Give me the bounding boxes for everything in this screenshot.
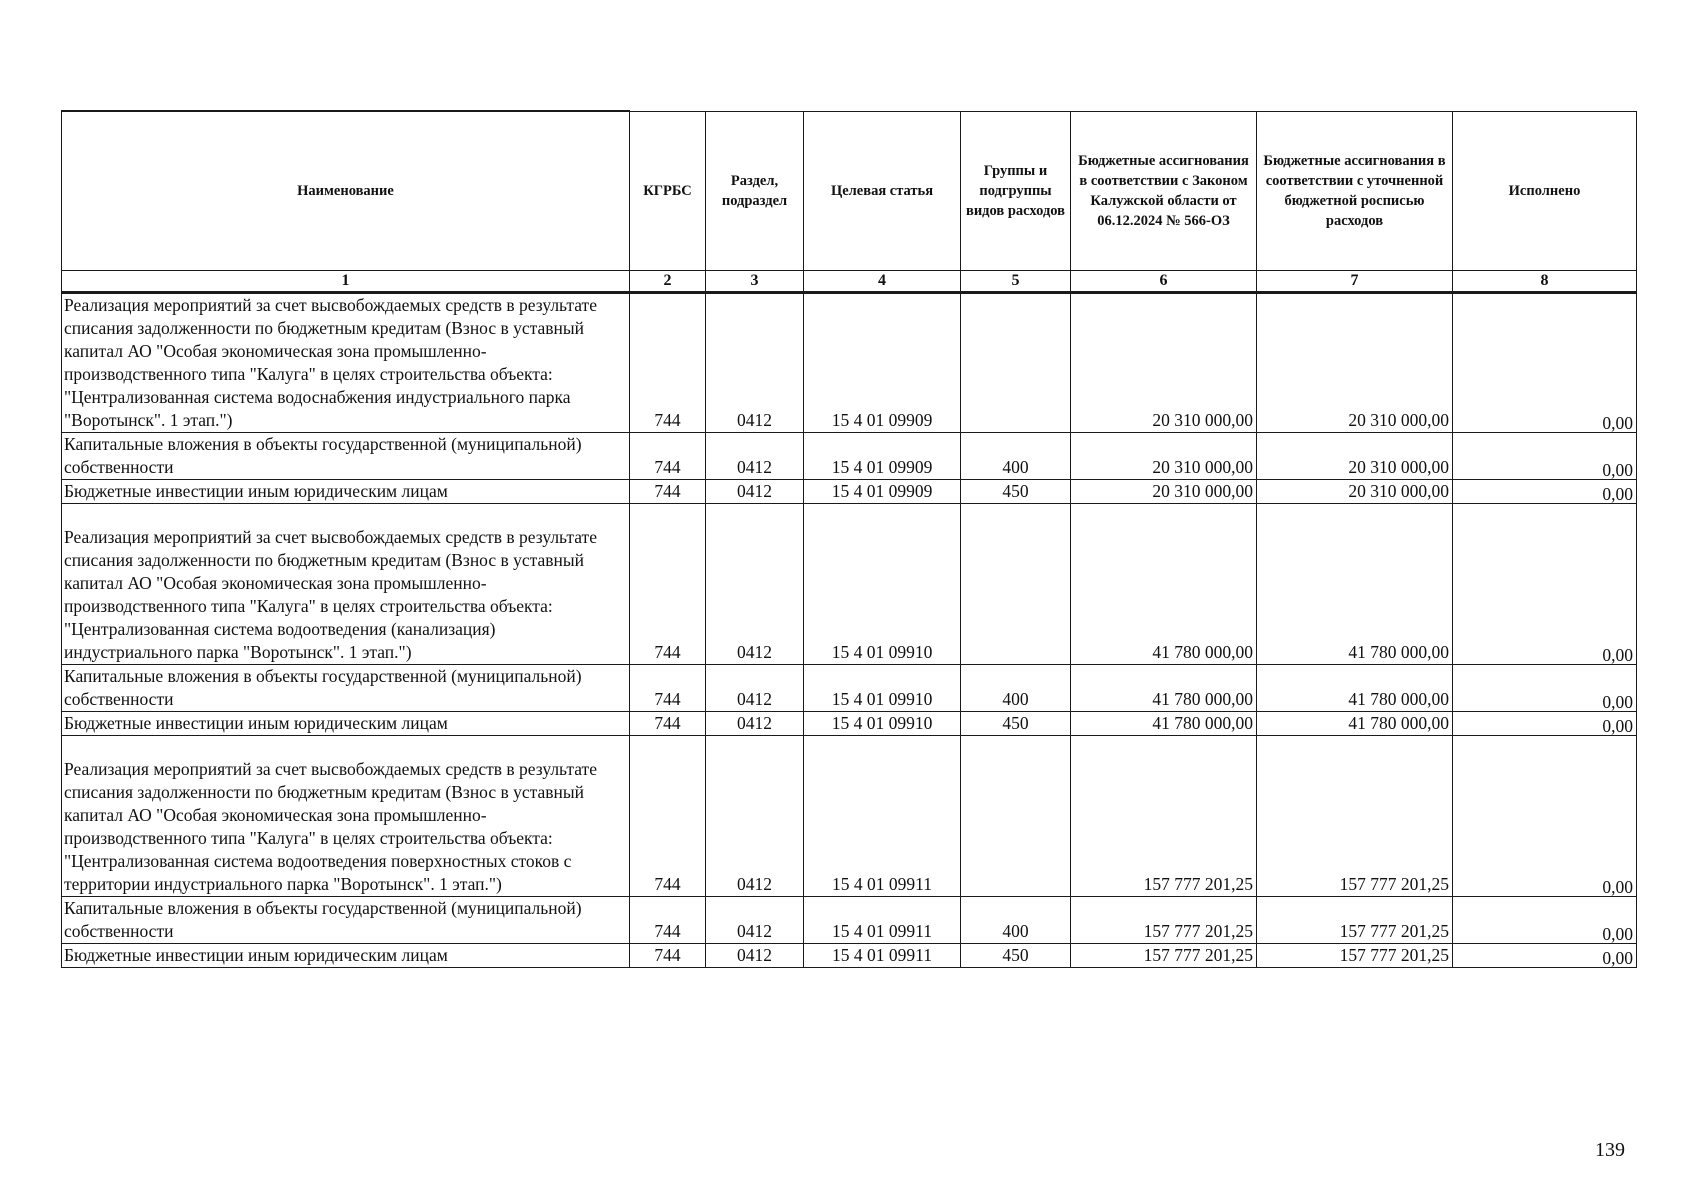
table-row bbox=[62, 897, 1637, 944]
row-kgrbs: 744 bbox=[630, 736, 706, 897]
row-executed: 0,00 bbox=[1453, 296, 1637, 436]
row-expense-group bbox=[961, 736, 1071, 897]
row-kgrbs: 744 bbox=[630, 433, 706, 480]
column-number: 8 bbox=[1453, 271, 1637, 293]
row-expense-group: 450 bbox=[961, 944, 1071, 968]
row-law-amount: 157 777 201,25 bbox=[1071, 944, 1257, 968]
row-target-article: 15 4 01 09910 bbox=[804, 665, 961, 712]
table-row bbox=[62, 480, 1637, 504]
row-expense-group bbox=[961, 504, 1071, 665]
column-number: 6 bbox=[1071, 271, 1257, 293]
row-name: Реализация мероприятий за счет высвобождаемых средств в результате списания задолженности по бюджетным кредитам (Взнос в уставный капитал АО "Особая экономическая зона промышленно-производственного типа "Калуга" в целях строительства объекта: "Централизованная система водоснабжения индустриального парка "Воротынск". 1 этап.") bbox=[62, 293, 630, 433]
row-target-article: 15 4 01 09911 bbox=[804, 897, 961, 944]
row-kgrbs: 744 bbox=[630, 504, 706, 665]
row-roster-amount: 41 780 000,00 bbox=[1257, 665, 1453, 712]
header-law-allocation: Бюджетные ассигнования в соответствии с Законом Калужской области от 06.12.2024 № 566-ОЗ bbox=[1071, 111, 1257, 271]
row-name: Капитальные вложения в объекты государственной (муниципальной) собственности bbox=[62, 897, 630, 944]
row-roster-amount: 41 780 000,00 bbox=[1257, 504, 1453, 665]
row-executed: 0,00 bbox=[1453, 739, 1637, 900]
row-law-amount: 41 780 000,00 bbox=[1071, 665, 1257, 712]
row-kgrbs: 744 bbox=[630, 480, 706, 504]
row-law-amount: 157 777 201,25 bbox=[1071, 736, 1257, 897]
row-target-article: 15 4 01 09909 bbox=[804, 433, 961, 480]
header-target-article: Целевая статья bbox=[804, 111, 961, 271]
row-executed: 0,00 bbox=[1453, 947, 1637, 971]
column-number: 7 bbox=[1257, 271, 1453, 293]
row-law-amount: 157 777 201,25 bbox=[1071, 897, 1257, 944]
row-section: 0412 bbox=[706, 665, 804, 712]
header-name: Наименование bbox=[62, 111, 630, 271]
row-target-article: 15 4 01 09910 bbox=[804, 504, 961, 665]
row-expense-group: 450 bbox=[961, 480, 1071, 504]
table-row bbox=[62, 504, 1637, 665]
header-section: Раздел, подраздел bbox=[706, 111, 804, 271]
row-kgrbs: 744 bbox=[630, 293, 706, 433]
table-row bbox=[62, 433, 1637, 480]
row-name: Бюджетные инвестиции иным юридическим лицам bbox=[62, 944, 630, 968]
row-roster-amount: 157 777 201,25 bbox=[1257, 736, 1453, 897]
row-law-amount: 41 780 000,00 bbox=[1071, 712, 1257, 736]
row-roster-amount: 157 777 201,25 bbox=[1257, 944, 1453, 968]
header-expense-group: Группы и подгруппы видов расходов bbox=[961, 111, 1071, 271]
row-target-article: 15 4 01 09911 bbox=[804, 944, 961, 968]
table-row bbox=[62, 293, 1637, 433]
row-executed: 0,00 bbox=[1453, 900, 1637, 947]
row-name: Капитальные вложения в объекты государственной (муниципальной) собственности bbox=[62, 433, 630, 480]
row-section: 0412 bbox=[706, 712, 804, 736]
row-law-amount: 20 310 000,00 bbox=[1071, 480, 1257, 504]
row-section: 0412 bbox=[706, 504, 804, 665]
header-executed: Исполнено bbox=[1453, 111, 1637, 271]
row-section: 0412 bbox=[706, 293, 804, 433]
row-section: 0412 bbox=[706, 736, 804, 897]
column-number: 3 bbox=[706, 271, 804, 293]
header-row bbox=[62, 111, 1637, 271]
row-kgrbs: 744 bbox=[630, 665, 706, 712]
table-row bbox=[62, 944, 1637, 968]
row-target-article: 15 4 01 09910 bbox=[804, 712, 961, 736]
row-law-amount: 20 310 000,00 bbox=[1071, 433, 1257, 480]
row-expense-group: 400 bbox=[961, 433, 1071, 480]
row-section: 0412 bbox=[706, 944, 804, 968]
budget-table bbox=[61, 110, 1637, 968]
row-target-article: 15 4 01 09911 bbox=[804, 736, 961, 897]
row-roster-amount: 20 310 000,00 bbox=[1257, 480, 1453, 504]
row-expense-group bbox=[961, 293, 1071, 433]
row-executed: 0,00 bbox=[1453, 668, 1637, 715]
row-law-amount: 20 310 000,00 bbox=[1071, 293, 1257, 433]
row-name: Бюджетные инвестиции иным юридическим лицам bbox=[62, 480, 630, 504]
row-roster-amount: 41 780 000,00 bbox=[1257, 712, 1453, 736]
row-section: 0412 bbox=[706, 433, 804, 480]
column-number: 1 bbox=[62, 271, 630, 293]
table-row bbox=[62, 712, 1637, 736]
row-section: 0412 bbox=[706, 480, 804, 504]
row-executed: 0,00 bbox=[1453, 715, 1637, 739]
row-expense-group: 400 bbox=[961, 897, 1071, 944]
column-number: 5 bbox=[961, 271, 1071, 293]
row-name: Реализация мероприятий за счет высвобождаемых средств в результате списания задолженности по бюджетным кредитам (Взнос в уставный капитал АО "Особая экономическая зона промышленно-производственного типа "Калуга" в целях строительства объекта: "Централизованная система водоотведения поверхностных стоков с территории индустриального парка "Воротынск". 1 этап.") bbox=[62, 736, 630, 897]
row-executed: 0,00 bbox=[1453, 436, 1637, 483]
table-row bbox=[62, 665, 1637, 712]
page-number: 139 bbox=[1595, 1139, 1625, 1161]
row-roster-amount: 157 777 201,25 bbox=[1257, 897, 1453, 944]
row-name: Бюджетные инвестиции иным юридическим лицам bbox=[62, 712, 630, 736]
row-name: Реализация мероприятий за счет высвобождаемых средств в результате списания задолженности по бюджетным кредитам (Взнос в уставный капитал АО "Особая экономическая зона промышленно-производственного типа "Калуга" в целях строительства объекта: "Централизованная система водоотведения (канализация) индустриального парка "Воротынск". 1 этап.") bbox=[62, 504, 630, 665]
column-number: 4 bbox=[804, 271, 961, 293]
row-target-article: 15 4 01 09909 bbox=[804, 480, 961, 504]
table-row bbox=[62, 736, 1637, 897]
row-section: 0412 bbox=[706, 897, 804, 944]
row-expense-group: 450 bbox=[961, 712, 1071, 736]
column-number: 2 bbox=[630, 271, 706, 293]
row-expense-group: 400 bbox=[961, 665, 1071, 712]
row-executed: 0,00 bbox=[1453, 507, 1637, 668]
row-kgrbs: 744 bbox=[630, 897, 706, 944]
row-kgrbs: 744 bbox=[630, 944, 706, 968]
column-number-row bbox=[62, 271, 1637, 293]
row-kgrbs: 744 bbox=[630, 712, 706, 736]
header-kgrbs: КГРБС bbox=[630, 111, 706, 271]
row-law-amount: 41 780 000,00 bbox=[1071, 504, 1257, 665]
row-executed: 0,00 bbox=[1453, 483, 1637, 507]
row-roster-amount: 20 310 000,00 bbox=[1257, 293, 1453, 433]
row-target-article: 15 4 01 09909 bbox=[804, 293, 961, 433]
row-name: Капитальные вложения в объекты государственной (муниципальной) собственности bbox=[62, 665, 630, 712]
table-header bbox=[62, 111, 1637, 293]
header-roster-allocation: Бюджетные ассигнования в соответствии с уточненной бюджетной росписью расходов bbox=[1257, 111, 1453, 271]
table-body bbox=[62, 293, 1637, 968]
row-roster-amount: 20 310 000,00 bbox=[1257, 433, 1453, 480]
